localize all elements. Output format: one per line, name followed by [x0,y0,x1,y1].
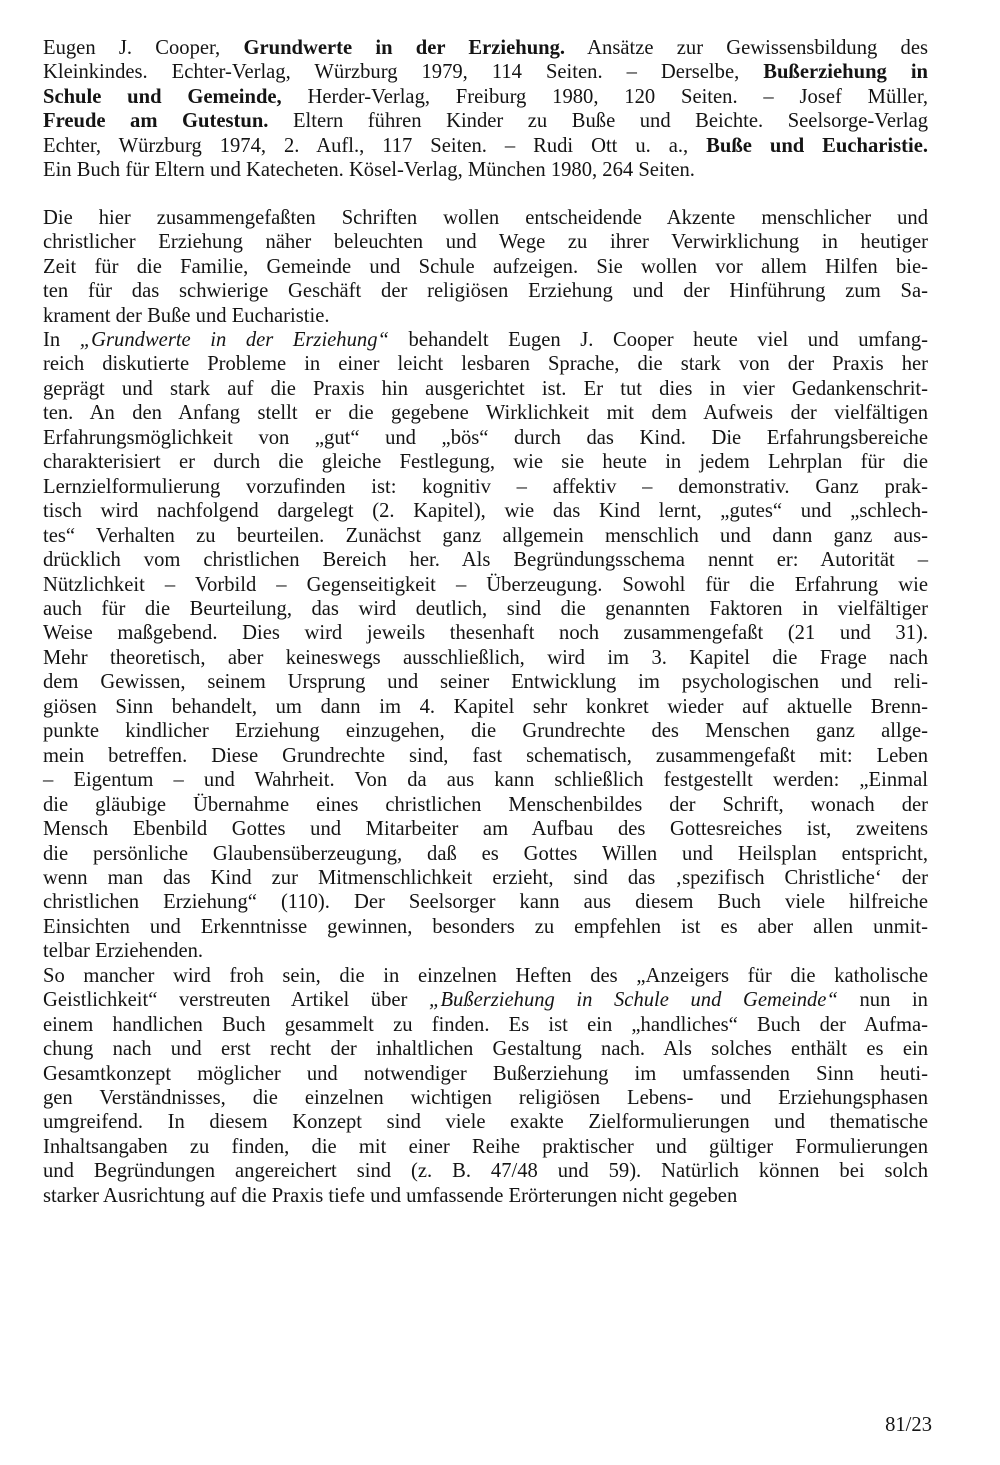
text-run: charakterisiert er durch die gleiche Festlegung, wie sie heute in jedem Lehrplan für die [43,451,928,474]
text-line [43,1184,928,1208]
text-run: – Eigentum – und Wahrheit. Von da aus kann schließlich festgestellt werden: „Einmal [43,769,928,792]
text-line [43,134,928,158]
text-line [43,1086,928,1110]
text-line [43,206,928,230]
text-line [43,817,928,841]
text-run: Echter, Würzburg 1974, 2. Aufl., 117 Seiten. – Rudi Ott u. a., [43,134,707,157]
text-run: So mancher wird froh sein, die in einzelnen Heften des „Anzeigers für die katholische [43,964,928,987]
text-run: gen Verständnisses, die einzelnen wichtigen religiösen Lebens- und Erziehungsphasen [43,1087,928,1110]
text-line [43,377,928,401]
text-line [43,475,928,499]
text-run: ten für das schwierige Geschäft der religiösen Erziehung und der Hinführung zum Sa- [43,280,928,303]
text-line [43,36,928,60]
text-run: dem Gewissen, seinem Ursprung und seiner Entwicklung im psychologischen und reli- [43,671,928,694]
text-line [43,524,928,548]
text-line [43,60,928,84]
text-run: reich diskutierte Probleme in einer leicht lesbaren Sprache, die stark von der Praxis her [43,353,928,376]
text-line [43,548,928,572]
text-run: drücklich vom christlichen Bereich her. Als Begründungsschema nennt er: Autorität – [43,549,928,572]
text-run: nun in [837,989,928,1012]
text-line [43,450,928,474]
text-line [43,719,928,743]
text-run: tisch wird nachfolgend dargelegt (2. Kapitel), wie das Kind lernt, „gutes“ und „schlech- [43,500,928,523]
text-line [43,695,928,719]
page-number: 81/23 [885,1414,932,1436]
text-line [43,230,928,254]
text-run: Einsichten und Erkenntnisse gewinnen, besonders zu empfehlen ist es aber allen unmit- [43,915,928,938]
text-run: Ansätze zur Gewissensbildung des [565,37,928,59]
intro-paragraph [43,206,928,328]
text-run: Gesamtkonzept möglicher und notwendiger Bußerziehung im umfassenden Sinn heuti- [43,1062,928,1085]
text-line [43,890,928,914]
text-line [43,597,928,621]
bibliography-entry [43,36,928,183]
text-run: Kleinkindes. Echter-Verlag, Würzburg 1979, 114 Seiten. – Derselbe, [43,61,764,84]
text-line [43,866,928,890]
text-line [43,401,928,425]
text-line [43,793,928,817]
text-run: Mensch Ebenbild Gottes und Mitarbeiter am Aufbau des Gottesreiches ist, zweitens [43,818,928,841]
body-text [43,36,928,1208]
text-line [43,964,928,988]
text-run: mein betreffen. Diese Grundrechte sind, fast schematisch, zusammengefaßt mit: Leben [43,744,928,767]
text-line [43,109,928,133]
text-run: Inhaltsangaben zu finden, die mit einer Reihe praktischer und gültiger Formulierungen [43,1135,928,1158]
text-run: krament der Buße und Eucharistie. [43,304,330,327]
text-run: Herder-Verlag, Freiburg 1980, 120 Seiten. – Josef Müller, [281,85,929,108]
review-paragraph-busserziehung [43,964,928,1209]
text-line [43,646,928,670]
text-run: die persönliche Glaubensüberzeugung, daß es Gottes Willen und Heilsplan entspricht, [43,842,928,865]
text-run: Nützlichkeit – Vorbild – Gegenseitigkeit – Überzeugung. Sowohl für die Erfahrung wie [43,573,928,596]
text-line [43,255,928,279]
book-title: Bußerziehung in [763,61,928,84]
text-run: giösen Sinn behandelt, um dann im 4. Kapitel sehr konkret wieder auf aktuelle Brenn- [43,695,928,718]
book-title: Freude am Gutestun. [43,110,269,133]
text-line [43,426,928,450]
text-line [43,1135,928,1159]
text-line [43,768,928,792]
text-run: die gläubige Übernahme eines christlichen Menschenbildes der Schrift, wonach der [43,793,928,816]
text-line [43,621,928,645]
text-run: starker Ausrichtung auf die Praxis tiefe und umfassende Erörterungen nicht gegeben [43,1184,738,1207]
text-run: telbar Erziehenden. [43,940,204,963]
text-run: christlichen Erziehung“ (110). Der Seelsorger kann aus diesem Buch viele hilfreiche [43,891,928,914]
text-line [43,279,928,303]
text-line [43,1062,928,1086]
text-run: geprägt und stark auf die Praxis hin ausgerichtet ist. Er tut dies in vier Gedankenschrit- [43,377,928,400]
text-line [43,573,928,597]
text-run: Lernzielformulierung vorzufinden ist: kognitiv – affektiv – demonstrativ. Ganz prak- [43,475,928,498]
text-line [43,670,928,694]
book-title: Schule und Gemeinde, [43,85,282,108]
text-line [43,85,928,109]
cited-title: „Bußerziehung in Schule und Gemeinde“ [428,989,838,1012]
text-line [43,352,928,376]
text-run: In [43,328,80,351]
text-line [43,915,928,939]
text-line [43,939,928,963]
text-run: behandelt Eugen J. Cooper heute viel und umfang- [388,328,928,351]
text-line [43,158,928,182]
text-run: Die hier zusammengefaßten Schriften wollen entscheidende Akzente menschlicher und [43,206,928,229]
text-run: Mehr theoretisch, aber keineswegs ausschließlich, wird im 3. Kapitel die Frage nach [43,646,928,669]
text-run: Weise maßgebend. Dies wird jeweils thesenhaft noch zusammengefaßt (21 und 31). [43,622,928,645]
text-line [43,988,928,1012]
book-title: Buße und Eucharistie. [706,134,928,157]
text-run: Eugen J. Cooper, [43,37,244,59]
text-run: umgreifend. In diesem Konzept sind viele exakte Zielformulierungen und thematische [43,1111,928,1134]
text-line [43,744,928,768]
text-run: wenn man das Kind zur Mitmenschlichkeit erzieht, sind das ‚spezifisch Christliche‘ der [43,866,928,889]
text-line [43,328,928,352]
text-line [43,1110,928,1134]
text-run: chung nach und erst recht der inhaltlichen Gestaltung nach. Als solches enthält es ein [43,1038,928,1061]
text-line [43,1013,928,1037]
text-line [43,1037,928,1061]
text-run: tes“ Verhalten zu beurteilen. Zunächst ganz allgemein menschlich und dann ganz aus- [43,524,928,547]
text-run: einem handlichen Buch gesammelt zu finden. Es ist ein „handliches“ Buch der Aufma- [43,1013,928,1036]
text-run: punkte kindlicher Erziehung einzugehen, die Grundrechte des Menschen ganz allge- [43,720,928,743]
text-run: Zeit für die Familie, Gemeinde und Schule aufzeigen. Sie wollen vor allem Hilfen bie- [43,255,928,278]
text-line [43,842,928,866]
text-line [43,1159,928,1183]
text-run: Erfahrungsmöglichkeit von „gut“ und „bös“ durch das Kind. Die Erfahrungsbereiche [43,426,928,449]
cited-title: „Grundwerte in der Erziehung“ [79,328,389,351]
text-run: und Begründungen angereichert sind (z. B. 47/48 und 59). Natürlich können bei solch [43,1160,928,1183]
text-run: Geistlichkeit“ verstreuten Artikel über [43,989,429,1012]
text-line [43,304,928,328]
review-paragraph-grundwerte [43,328,928,964]
text-run: Ein Buch für Eltern und Katecheten. Kösel-Verlag, München 1980, 264 Seiten. [43,159,695,182]
text-run: christlicher Erziehung näher beleuchten und Wege zu ihrer Verwirklichung in heutiger [43,231,928,254]
text-run: Eltern führen Kinder zu Buße und Beichte. Seelsorge-Verlag [268,110,929,133]
book-title: Grundwerte in der Erziehung. [243,37,566,59]
text-run: ten. An den Anfang stellt er die gegebene Wirklichkeit mit dem Aufweis der vielfältigen [43,402,928,425]
text-line [43,499,928,523]
text-run: auch für die Beurteilung, das wird deutlich, sind die genannten Faktoren in vielfältiger [43,597,928,620]
